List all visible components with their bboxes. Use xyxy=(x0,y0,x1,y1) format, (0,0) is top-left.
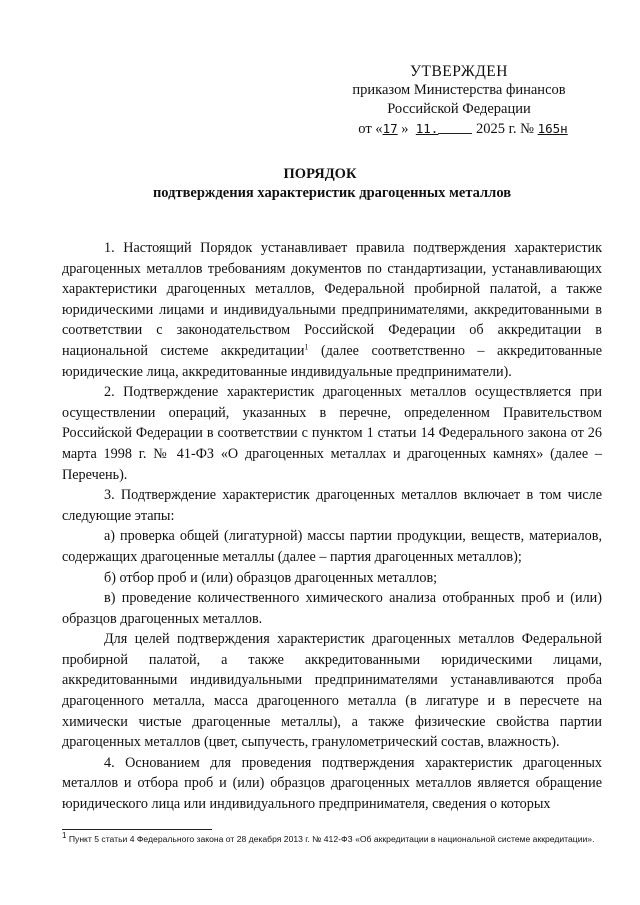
paragraph-2: 2. Подтверждение характеристик драгоценных металлов осуществляется при осуществлении операций, указанных в перечне, определенном Правительством Российской Федерации в соответствии с пунктом 1 статьи 14 Федерального закона от 26 марта 1998 г. № 41-ФЗ «О драгоценных металлах и драгоценных камнях» (далее – Перечень). xyxy=(62,384,602,483)
footnote-mark: 1 xyxy=(62,831,67,841)
approval-day: 17 xyxy=(382,121,398,136)
title-heading: ПОРЯДОК xyxy=(283,166,357,182)
approval-number: 165н xyxy=(537,121,568,136)
paragraph-3-purpose: Для целей подтверждения характеристик драгоценных металлов Федеральной пробирной палатой, а также аккредитованными юридическими лицами, аккредитованными индивидуальными предпринимателями устанавливаются проба драгоценного металла, масса драгоценного металла (в лигатуре и в пересчете на химически чистые драгоценные металлы), а также физические свойства партии драгоценных металлов (цвет, сыпучесть, гранулометрический состав, влажность). xyxy=(62,631,602,751)
date-separator: » xyxy=(401,121,409,137)
footnote xyxy=(62,833,602,845)
paragraph-1-tail: (далее соответственно – аккредитованные юридические лица, аккредитованные индивидуальные предприниматели). xyxy=(62,342,602,380)
footnote-text: Пункт 5 статьи 4 Федерального закона от 28 декабря 2013 г. № 412-ФЗ «Об аккредитации в национальной системе аккредитации». xyxy=(66,834,595,844)
approval-line-1: приказом Министерства финансов xyxy=(352,82,566,98)
approval-stamp xyxy=(330,62,588,139)
date-prefix: от « xyxy=(358,121,383,137)
document-body xyxy=(62,238,602,815)
paragraph-3b: б) отбор проб и (или) образцов драгоценных металлов; xyxy=(104,569,438,586)
footnote-ref: 1 xyxy=(304,342,309,352)
document-title xyxy=(0,165,640,203)
paragraph-4: 4. Основанием для проведения подтверждения характеристик драгоценных металлов и отбора проб и (или) образцов драгоценных металлов является обращение юридического лица или индивидуального предпринимателя, сведения о которых xyxy=(62,754,602,813)
paragraph-3c: в) проведение количественного химического анализа отобранных проб и (или) образцов драгоценных металлов. xyxy=(62,590,602,627)
title-subheading: подтверждения характеристик драгоценных металлов xyxy=(152,185,512,201)
paragraph-3a: а) проверка общей (лигатурной) массы партии продукции, веществ, материалов, содержащих драгоценные металлы (далее – партия драгоценных металлов); xyxy=(62,528,602,565)
approval-month: 11. xyxy=(415,121,439,136)
approval-date-line xyxy=(338,119,588,139)
approval-title: УТВЕРЖДЕН xyxy=(410,63,508,80)
approval-line-2: Российской Федерации xyxy=(387,101,531,117)
paragraph-1 xyxy=(62,238,602,382)
footnote-divider xyxy=(62,829,212,830)
paragraph-3: 3. Подтверждение характеристик драгоценных металлов включает в том числе следующие этапы: xyxy=(62,487,602,524)
month-underline xyxy=(438,121,472,134)
approval-year: 2025 г. № xyxy=(475,121,534,137)
paragraph-1-text: 1. Настоящий Порядок устанавливает правила подтверждения характеристик драгоценных металлов требованиям документов по стандартизации, устанавливающих характеристики драгоценных металлов, Федеральной пробирной палатой, а также юридическими лицами и индивидуальными предпринимателями, аккредитованными в соответствии с законодательством Российской Федерации об аккредитации в национальной системе аккредитации xyxy=(62,240,602,359)
